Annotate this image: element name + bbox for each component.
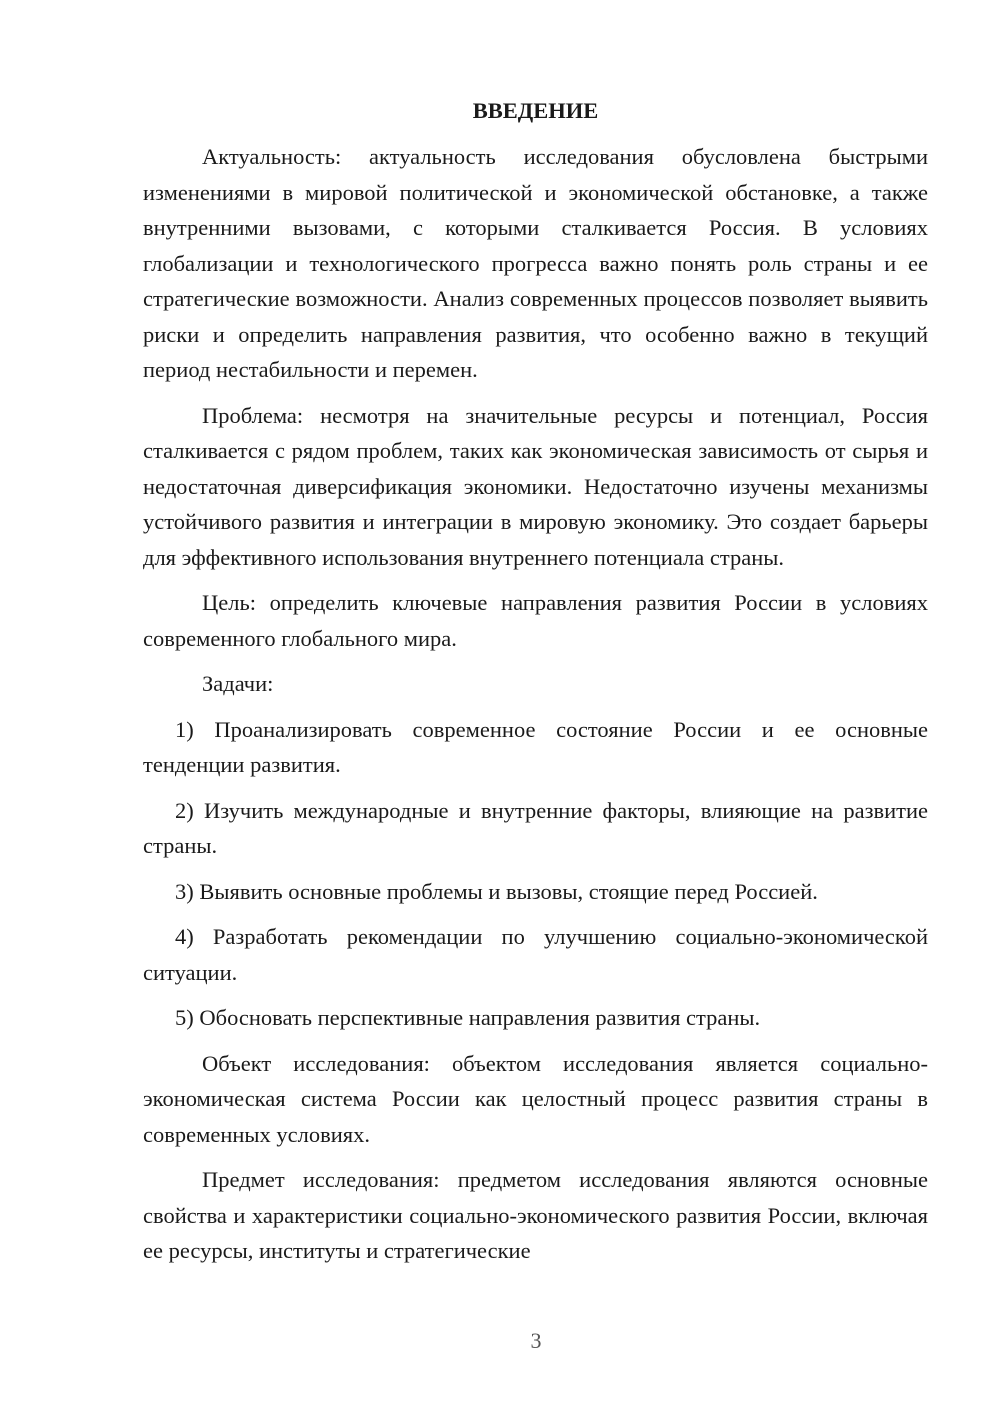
page-number: 3 [530, 1328, 542, 1353]
section-title: ВВЕДЕНИЕ [472, 98, 599, 123]
paragraph-relevance: Актуальность: актуальность исследования обусловлена быстрыми изменениями в мировой политической и экономической обстановке, а также внутренними вызовами, с которыми сталкивается Россия. В условиях глобализации и технологического прогресса важно понять роль страны и ее стратегические возможности. Анализ современных процессов позволяет выявить риски и определить направления развития, что особенно важно в текущий период нестабильности и перемен. [143, 144, 928, 382]
task-item: 4) Разработать рекомендации по улучшению социально-экономической ситуации. [143, 924, 928, 985]
document-page [143, 93, 928, 1269]
paragraph-problem: Проблема: несмотря на значительные ресурсы и потенциал, Россия сталкивается с рядом проблем, таких как экономическая зависимость от сырья и недостаточная диверсификация экономики. Недостаточно изучены механизмы устойчивого развития и интеграции в мировую экономику. Это создает барьеры для эффективного использования внутреннего потенциала страны. [143, 402, 928, 570]
task-item: 2) Изучить международные и внутренние факторы, влияющие на развитие страны. [143, 797, 928, 858]
task-item: 1) Проанализировать современное состояние России и ее основные тенденции развития. [143, 716, 928, 777]
task-item: 3) Выявить основные проблемы и вызовы, стоящие перед Россией. [175, 878, 818, 904]
paragraph-subject: Предмет исследования: предметом исследования являются основные свойства и характеристики социально-экономического развития России, включая ее ресурсы, институты и стратегические [143, 1167, 928, 1263]
paragraph-goal: Цель: определить ключевые направления развития России в условиях современного глобального мира. [143, 590, 928, 651]
task-item: 5) Обосновать перспективные направления развития страны. [175, 1005, 761, 1030]
tasks-heading: Задачи: [202, 671, 274, 696]
paragraph-object: Объект исследования: объектом исследования является социально-экономическая система России как целостный процесс развития страны в современных условиях. [143, 1050, 928, 1147]
